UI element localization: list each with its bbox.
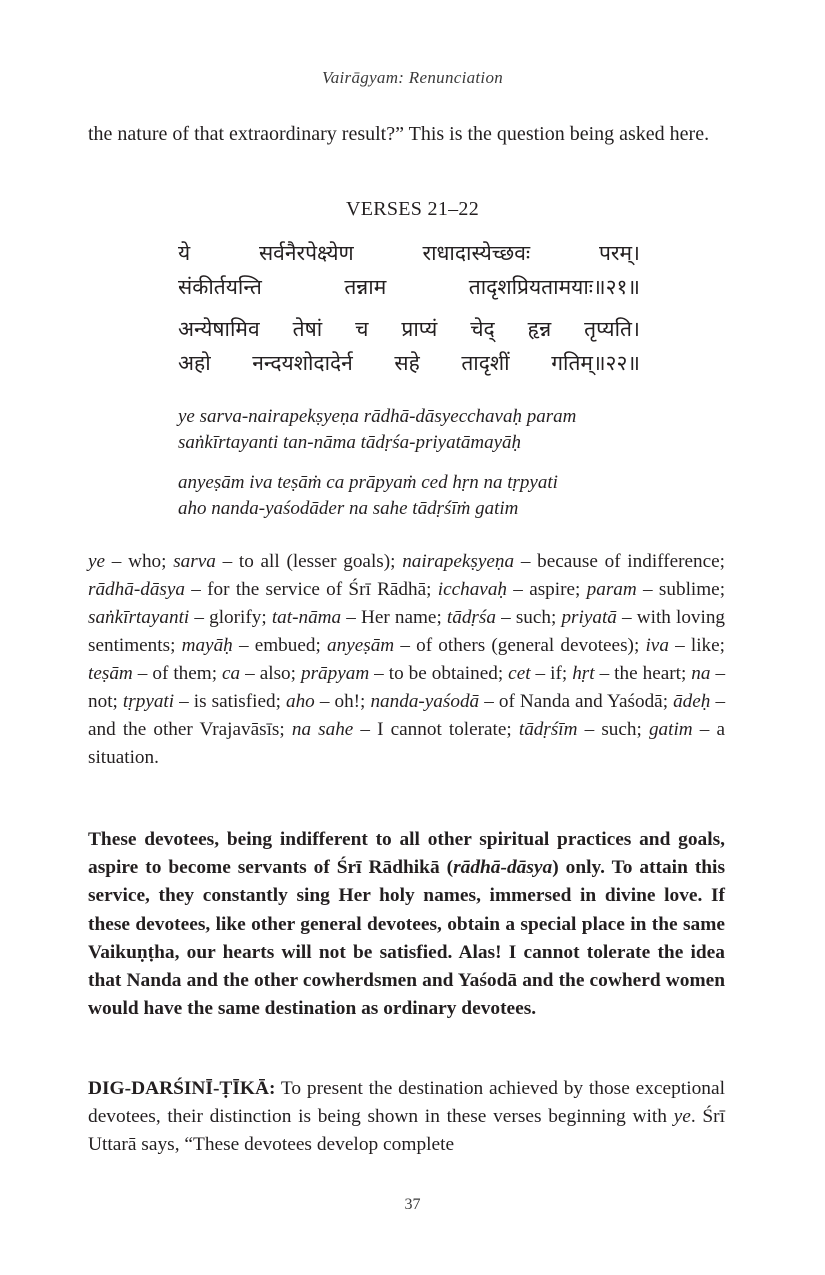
synonym-term: na sahe — [291, 719, 354, 740]
synonym-term: ca — [222, 663, 241, 684]
transliteration-line: ye sarva-nairapekṣyeṇa rādhā-dāsyecchavaḥ param — [178, 406, 577, 427]
synonym-meaning: to be obtained — [388, 663, 498, 684]
devanagari-line — [178, 312, 640, 346]
synonym-term: prāpyam — [300, 663, 370, 684]
synonym-meaning: oh! — [334, 691, 361, 712]
devanagari-word: तृप्यति। — [584, 317, 640, 341]
synonym-meaning: a situation — [88, 719, 725, 768]
synonym-meaning: glorify — [209, 607, 262, 628]
devanagari-word: तादृशीं — [461, 351, 510, 375]
synonym-meaning: such — [601, 719, 637, 740]
synonym-meaning: such — [515, 607, 551, 628]
devanagari-verse-22 — [178, 312, 640, 380]
running-head: Vairāgyam: Renunciation — [321, 68, 504, 87]
synonym-meaning: if — [550, 663, 562, 684]
synonym-term: priyatā — [561, 607, 617, 628]
transliteration-verse-22 — [178, 470, 698, 522]
synonym-term: ādeḥ — [673, 691, 711, 712]
devanagari-word: च — [355, 317, 369, 341]
synonym-term: mayāḥ — [181, 635, 233, 656]
synonym-term: iva — [645, 635, 669, 656]
devanagari-word: अन्येषामिव — [178, 317, 260, 341]
word-for-word-synonyms: ye – who; sarva – to all (lesser goals); nairapekṣyeṇa – because of indifference; rādhā-dāsya – for the service of Śrī Rādhā; icchavaḥ – aspire; param – sublime; saṅkīrtayanti – glorify; tat-nāma – Her name; tādṛśa – such; priyatā – with loving sentiments; mayāḥ – embued; anyeṣām – of others (general devotees); iva – like; teṣām – of them; ca – also; prāpyam – to be obtained; cet – if; hṛt – the heart; na – not; tṛpyati – is satisfied; aho – oh!; nanda-yaśodā – of Nanda and Yaśodā; ādeḥ – and the other Vrajavāsīs; na sahe – I cannot tolerate; tādṛśīm – such; gatim – a situation. — [88, 551, 726, 768]
devanagari-word: संकीर्तयन्ति — [178, 275, 262, 299]
synonym-term: saṅkīrtayanti — [88, 607, 190, 628]
commentary-text: To present the destination achieved by those exceptional devotees, their distinction is being shown in these verses beginning with — [88, 1078, 725, 1127]
synonym-term: ye — [88, 551, 106, 572]
synonym-meaning: of Nanda and Yaśodā — [498, 691, 663, 712]
synonym-meaning: sublime — [658, 579, 720, 600]
translation-text: ) only. To attain this service, they constantly sing Her holy names, immersed in divine love. If these devotees, like other general devotees, obtain a special place in the same Vaikuṇṭha, our hearts will not be satisfied. Alas! I cannot tolerate the idea that Nanda and the other cowherdsmen and Yaśodā and the cowherd women would have the same destination as ordinary devotees. — [88, 857, 725, 1020]
translation-text: These devotees, being indifferent to all other spiritual practices and goals, aspire to become servants of Śrī Rādhikā ( — [88, 829, 725, 879]
verse-heading: VERSES 21–22 — [345, 198, 480, 220]
devanagari-word: चेद् — [470, 317, 495, 341]
devanagari-line — [178, 236, 640, 270]
transliteration-line: anyeṣām iva teṣāṁ ca prāpyaṁ ced hṛn na tṛpyati — [178, 472, 558, 493]
synonym-term: rādhā-dāsya — [88, 579, 185, 600]
commentary-paragraph — [88, 1075, 725, 1159]
synonym-meaning: to all (lesser goals) — [238, 551, 391, 572]
synonym-term: anyeṣām — [327, 635, 395, 656]
synonym-term: na — [691, 663, 711, 684]
synonym-meaning: aspire — [529, 579, 576, 600]
synonym-meaning: who — [128, 551, 162, 572]
devanagari-word: प्राप्यं — [401, 317, 438, 341]
synonym-meaning: embued — [254, 635, 316, 656]
translation-paragraph — [88, 826, 725, 1023]
synonym-meaning: with loving sentiments — [88, 607, 726, 656]
devanagari-line — [178, 270, 640, 304]
devanagari-word: सर्वनैरपेक्ष्येण — [258, 241, 354, 265]
synonym-term: hṛt — [572, 663, 595, 684]
devanagari-line — [178, 346, 640, 380]
commentary-label: DIG-DARŚINĪ-ṬĪKĀ: — [88, 1078, 276, 1099]
synonym-meaning: also — [259, 663, 291, 684]
devanagari-word: सहे — [394, 351, 420, 375]
devanagari-word: ये — [178, 241, 191, 265]
devanagari-word: अहो — [178, 351, 211, 375]
synonym-meaning: and the other Vrajavāsīs — [88, 719, 280, 740]
devanagari-word: राधादास्येच्छवः — [422, 241, 531, 265]
transliteration-line: saṅkīrtayanti tan-nāma tādṛśa-priyatāmayāḥ — [178, 432, 522, 453]
transliteration-verse-21 — [178, 404, 698, 456]
devanagari-word: तन्नाम — [344, 275, 387, 299]
synonym-meaning: because of indifference — [537, 551, 720, 572]
translation-term: rādhā-dāsya — [453, 857, 553, 879]
page-number: 37 — [404, 1196, 421, 1213]
synonym-term: tādṛśīm — [518, 719, 578, 740]
synonym-term: nanda-yaśodā — [370, 691, 480, 712]
synonym-meaning: like — [690, 635, 720, 656]
commentary-term: ye — [673, 1106, 691, 1127]
synonym-meaning: Her name — [360, 607, 437, 628]
synonym-term: sarva — [173, 551, 216, 572]
devanagari-word: नन्दयशोदादेर्न — [252, 351, 353, 375]
synonym-meaning: the heart — [614, 663, 681, 684]
synonym-meaning: for the service of Śrī Rādhā — [207, 579, 427, 600]
devanagari-verse-21 — [178, 236, 640, 304]
devanagari-word: हृन्न — [527, 317, 552, 341]
synonym-term: teṣām — [88, 663, 133, 684]
devanagari-word: गतिम्॥२२॥ — [551, 351, 640, 375]
transliteration-line: aho nanda-yaśodāder na sahe tādṛśīṁ gatim — [178, 498, 519, 519]
synonym-meaning: of them — [152, 663, 212, 684]
synonym-meaning: of others (general devotees) — [416, 635, 634, 656]
synonym-term: tṛpyati — [122, 691, 175, 712]
synonym-term: tādṛśa — [446, 607, 496, 628]
synonym-term: gatim — [648, 719, 693, 740]
synonym-meaning: not — [88, 691, 113, 712]
devanagari-word: परम्। — [598, 241, 640, 265]
synonym-term: param — [586, 579, 637, 600]
devanagari-word: तेषां — [292, 317, 323, 341]
devanagari-word: तादृशप्रियतामयाः॥२१॥ — [468, 275, 640, 299]
synonym-term: aho — [285, 691, 315, 712]
commentary-text: . Śrī Uttarā says, “These devotees develop complete — [88, 1106, 725, 1155]
synonym-term: nairapekṣyeṇa — [402, 551, 515, 572]
intro-paragraph: the nature of that extraordinary result?” This is the question being asked here. — [88, 123, 710, 145]
synonym-meaning: I cannot tolerate — [377, 719, 507, 740]
synonym-meaning: is satisfied — [193, 691, 276, 712]
synonym-term: cet — [508, 663, 531, 684]
synonym-term: icchavaḥ — [437, 579, 508, 600]
synonym-term: tat-nāma — [271, 607, 342, 628]
